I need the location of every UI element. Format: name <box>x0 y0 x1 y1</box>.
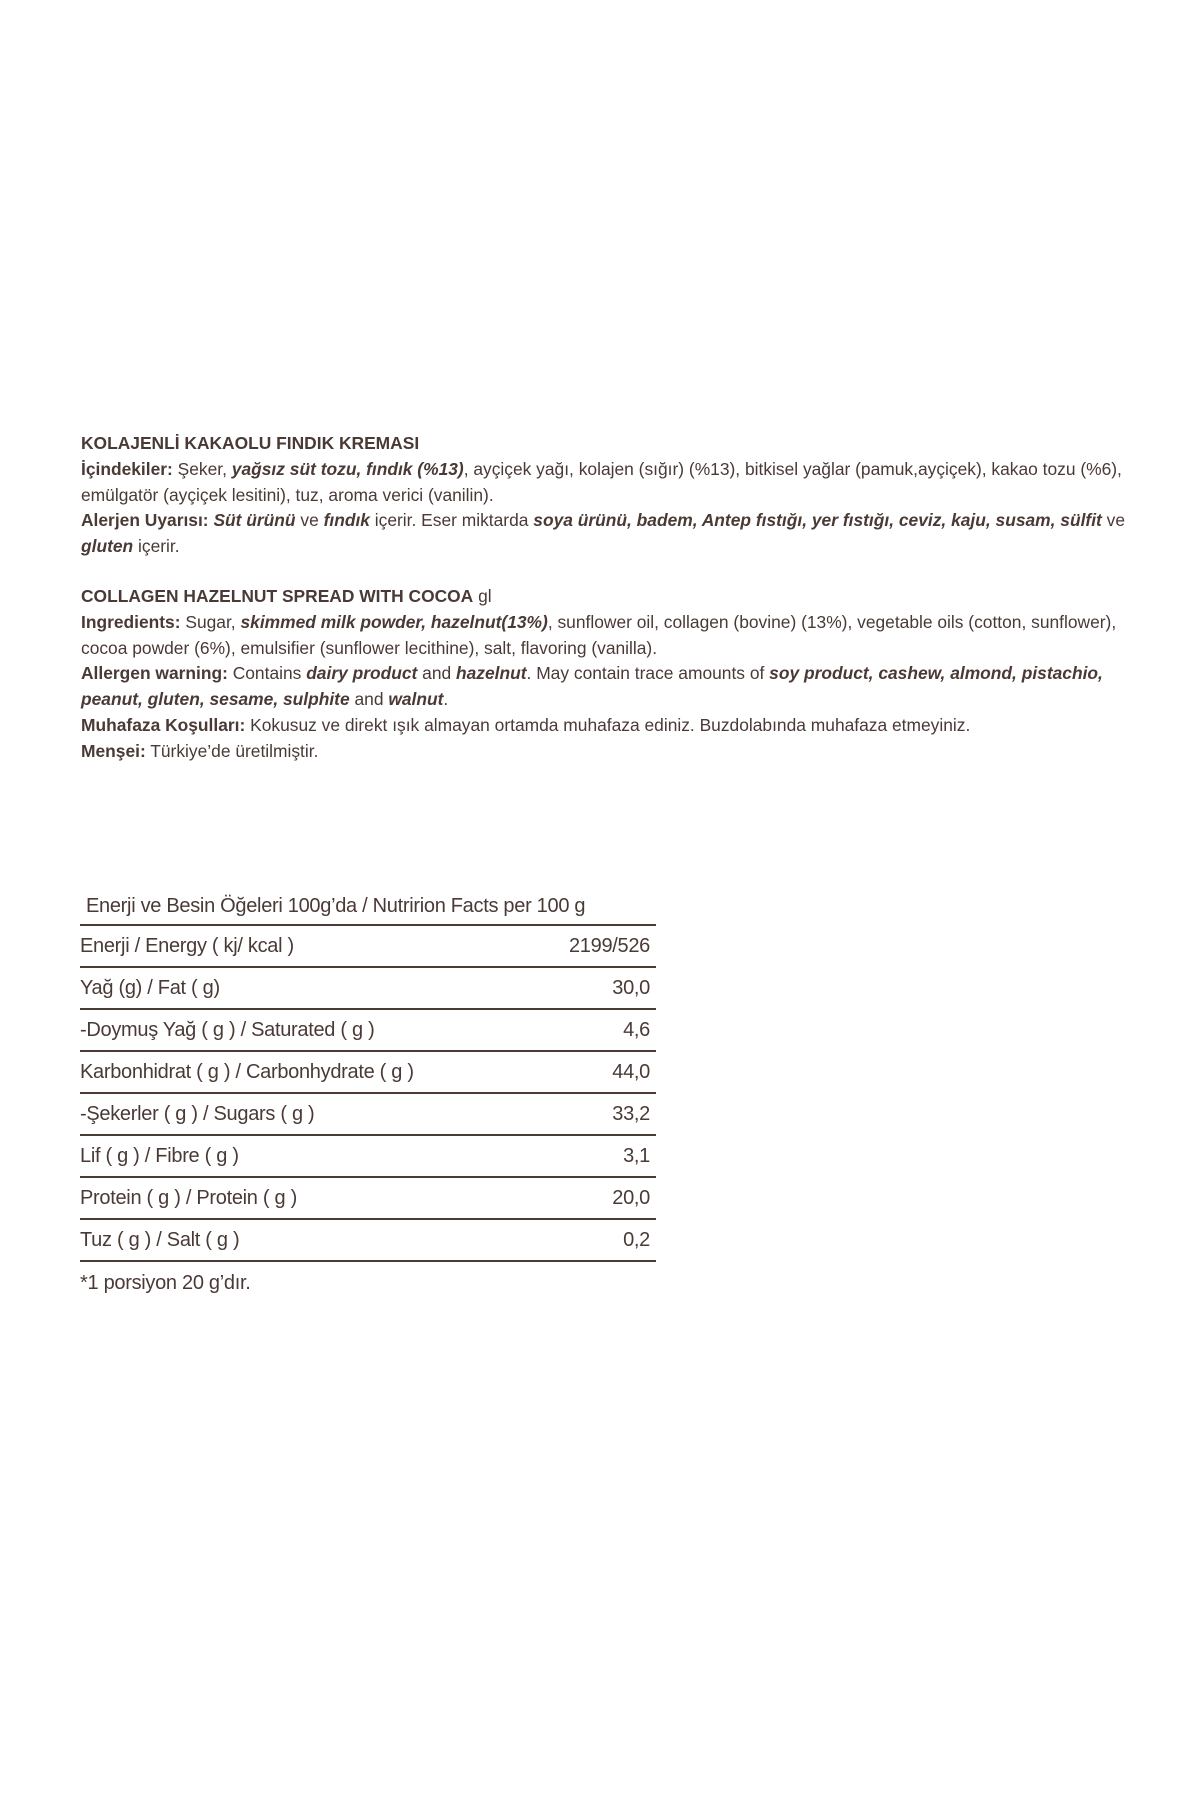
row-value: 20,0 <box>612 1186 650 1209</box>
storage-conditions: Muhafaza Koşulları: Kokusuz ve direkt ışık almayan ortamda muhafaza ediniz. Buzdolabında muhafaza etmeyiniz. <box>81 714 971 735</box>
row-label: Tuz ( g ) / Salt ( g ) <box>80 1228 240 1251</box>
origin-label: Menşei: <box>81 740 146 761</box>
serving-footnote: *1 porsiyon 20 g’dır. <box>80 1272 251 1294</box>
row-label: Karbonhidrat ( g ) / Carbonhydrate ( g ) <box>80 1060 414 1083</box>
en-allergen-label: Allergen warning: <box>81 663 228 684</box>
table-row <box>80 1176 656 1218</box>
row-value: 3,1 <box>623 1144 650 1167</box>
row-value: 33,2 <box>612 1102 650 1125</box>
row-value: 0,2 <box>623 1228 650 1251</box>
row-value: 2199/526 <box>568 934 650 957</box>
tr-allergen-label: Alerjen Uyarısı: <box>81 510 209 531</box>
tr-product-title: KOLAJENLİ KAKAOLU FINDIK KREMASI <box>81 433 420 453</box>
en-allergen-warning: Allergen warning: Contains dairy product and hazelnut. May contain trace amounts of soy product, cashew, almond, pistachio, peanut, gluten, sesame, sulphite and walnut. <box>81 663 1103 710</box>
nutrition-table-header: Enerji ve Besin Öğeleri 100g’da / Nutririon Facts per 100 g <box>86 895 586 917</box>
tr-allergen-warning: Alerjen Uyarısı: Süt ürünü ve fındık içerir. Eser miktarda soya ürünü, badem, Antep fıstığı, yer fıstığı, ceviz, kaju, susam, sülfit ve gluten içerir. <box>81 510 1126 557</box>
row-value: 44,0 <box>612 1060 650 1083</box>
en-ingredients-label: Ingredients: <box>81 611 181 632</box>
table-row <box>80 966 656 1008</box>
en-ingredients: Ingredients: Sugar, skimmed milk powder, hazelnut(13%), sunflower oil, collagen (bovine) (13%), vegetable oils (cotton, sunflower), cocoa powder (6%), emulsifier (sunflower lecithine), salt, flavoring (vanilla). <box>81 611 1117 658</box>
row-label: Yağ (g) / Fat ( g) <box>80 976 220 999</box>
row-label: Lif ( g ) / Fibre ( g ) <box>80 1144 239 1167</box>
nutrition-facts-table <box>80 888 656 1295</box>
table-row <box>80 1218 656 1262</box>
row-value: 4,6 <box>623 1018 650 1041</box>
storage-label: Muhafaza Koşulları: <box>81 714 246 735</box>
tr-ingredients: İçindekiler: Şeker, yağsız süt tozu, fındık (%13), ayçiçek yağı, kolajen (sığır) (%13), bitkisel yağlar (pamuk,ayçiçek), kakao tozu (%6), emülgatör (ayçiçek lesitini), tuz, aroma verici (vanilin). <box>81 458 1122 505</box>
row-label: Protein ( g ) / Protein ( g ) <box>80 1186 297 1209</box>
row-label: -Doymuş Yağ ( g ) / Saturated ( g ) <box>80 1018 375 1041</box>
product-label-text <box>81 431 1141 765</box>
table-row <box>80 1050 656 1092</box>
table-row <box>80 1092 656 1134</box>
row-value: 30,0 <box>612 976 650 999</box>
table-row <box>80 924 656 966</box>
tr-ingredients-label: İçindekiler: <box>81 458 173 479</box>
row-label: -Şekerler ( g ) / Sugars ( g ) <box>80 1102 315 1125</box>
row-label: Enerji / Energy ( kj/ kcal ) <box>80 934 294 957</box>
origin: Menşei: Türkiye’de üretilmiştir. <box>81 740 319 761</box>
table-row <box>80 1008 656 1050</box>
en-product-title: COLLAGEN HAZELNUT SPREAD WITH COCOA gl <box>81 585 492 606</box>
table-row <box>80 1134 656 1176</box>
